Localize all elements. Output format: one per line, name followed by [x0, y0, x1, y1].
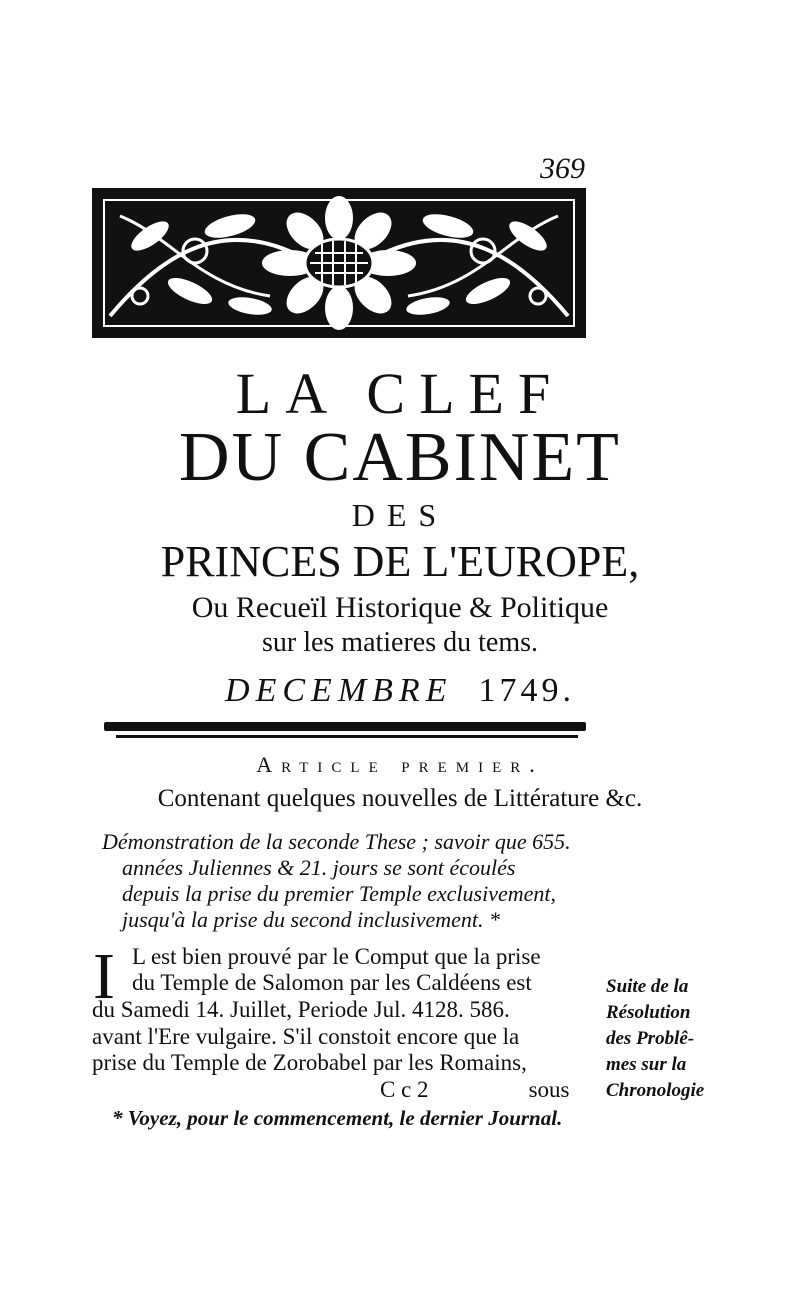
italic-intro-line: Démonstration de la seconde These ; savoir que 655.	[102, 829, 571, 854]
thin-divider-rule	[116, 735, 578, 738]
subtitle-line-matieres: sur les matieres du tems.	[261, 627, 539, 658]
signature-catchword-line	[380, 1077, 569, 1103]
article-subheading: Contenant quelques nouvelles de Littérature &c.	[157, 785, 643, 812]
italic-intro-line: depuis la prise du premier Temple exclusivement,	[122, 881, 557, 906]
body-text-line: du Temple de Salomon par les Caldéens est	[132, 970, 532, 995]
floral-ornament-graphic	[100, 196, 578, 330]
title-line-la-clef: LA CLEF	[235, 361, 565, 426]
body-text-line: L est bien prouvé par le Comput que la prise	[132, 944, 541, 969]
subtitle-line-recueil: Ou Recueïl Historique & Politique	[191, 591, 609, 624]
margin-note-line: des Problê-	[606, 1028, 695, 1049]
issue-year: 1749.	[478, 672, 575, 709]
signature-mark: C c 2	[380, 1077, 429, 1102]
page-number: 369	[540, 152, 585, 185]
margin-note-line: Chronologie	[606, 1080, 705, 1101]
article-heading: Article premier.	[256, 752, 544, 777]
body-text-line: avant l'Ere vulgaire. S'il constoit encore que la	[92, 1024, 520, 1049]
italic-intro-line: jusqu'à la prise du second inclusivement. *	[122, 907, 501, 932]
footnote: * Voyez, pour le commencement, le dernier Journal.	[112, 1106, 563, 1130]
title-line-princes: PRINCES DE L'EUROPE,	[160, 537, 640, 586]
title-line-des: DES	[351, 497, 449, 533]
drop-capital: I	[93, 940, 115, 1013]
issue-month: DECEMBRE	[225, 672, 453, 709]
catchword: sous	[528, 1077, 570, 1102]
italic-intro-line: années Juliennes & 21. jours se sont écoulés	[122, 855, 516, 880]
margin-note-line: Résolution	[606, 1002, 691, 1023]
margin-note-line: mes sur la	[606, 1054, 687, 1075]
margin-note-line: Suite de la	[606, 976, 689, 997]
thick-divider-rule	[104, 722, 586, 731]
floral-headpiece-ornament	[92, 188, 586, 338]
issue-date	[0, 672, 800, 710]
body-text-line: prise du Temple de Zorobabel par les Romains,	[92, 1050, 527, 1075]
title-line-du-cabinet: DU CABINET	[179, 419, 621, 496]
body-text-line: du Samedi 14. Juillet, Periode Jul. 4128. 586.	[92, 997, 510, 1022]
